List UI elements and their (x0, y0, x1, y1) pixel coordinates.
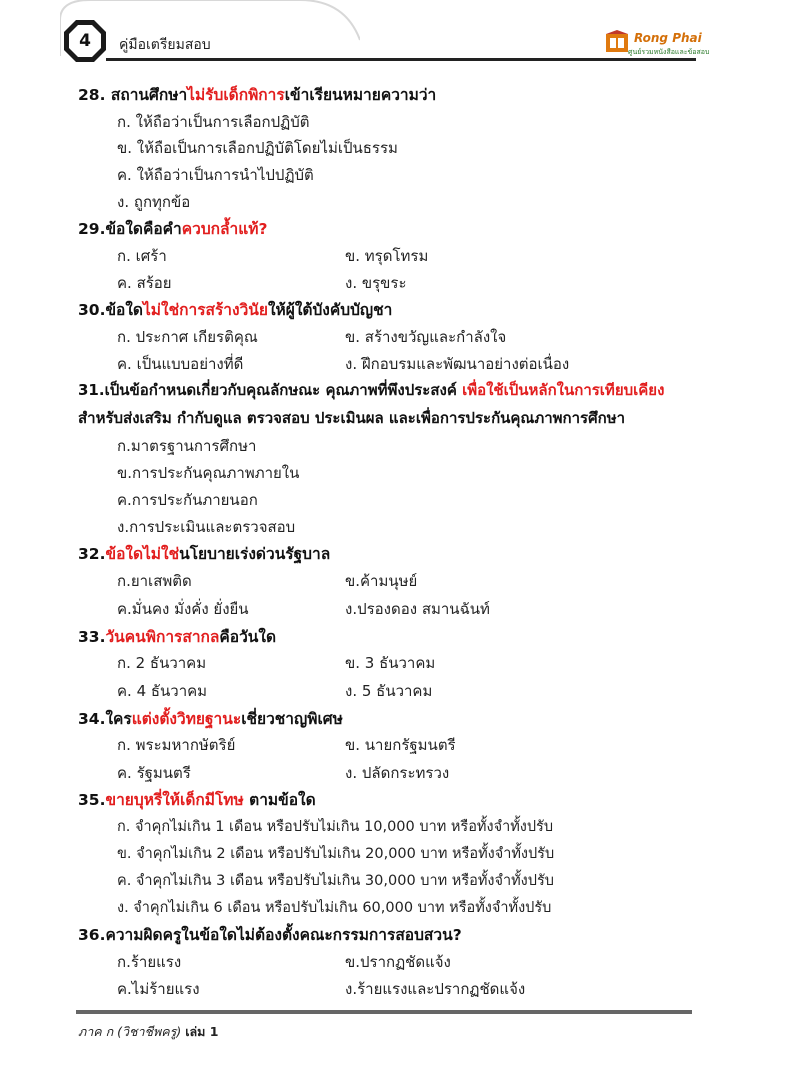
option: ง.ร้ายแรงและปรากฏชัดแจ้ง (345, 980, 526, 998)
option: ก.ร้ายแรง (117, 953, 182, 971)
question-33: 33.วันคนพิการสากลคือวันใด (78, 628, 277, 646)
option: ง. ขรุขระ (345, 274, 407, 292)
option: ข. สร้างขวัญและกำลังใจ (345, 328, 507, 346)
option: ก.มาตรฐานการศึกษา (117, 437, 257, 455)
option: ง. ถูกทุกข้อ (117, 193, 191, 211)
question-28: 28. สถานศึกษาไม่รับเด็กพิการเข้าเรียนหมายความว่า (78, 86, 437, 104)
option: ค. 4 ธันวาคม (117, 682, 208, 700)
option: ง. 5 ธันวาคม (345, 682, 433, 700)
logo-brand-text: Rong Phai (634, 31, 702, 45)
option: ก. ให้ถือว่าเป็นการเลือกปฏิบัติ (117, 113, 310, 131)
footer-text (78, 1022, 218, 1042)
question-34: 34.ใครแต่งตั้งวิทยฐานะเชี่ยวชาญพิเศษ (78, 710, 343, 728)
header-rule (106, 58, 696, 61)
option: ข.ค้ามนุษย์ (345, 572, 418, 590)
option: ค.มั่นคง มั่งคั่ง ยั่งยืน (117, 600, 249, 618)
option: ก.ยาเสพติด (117, 572, 192, 590)
logo-tagline: ศูนย์รวมหนังสือและข้อสอบ (628, 48, 710, 56)
option: ข. 3 ธันวาคม (345, 654, 436, 672)
footer-section: ภาค ก (78, 1024, 114, 1039)
footer-rule (76, 1010, 692, 1014)
option: ข. ทรุดโทรม (345, 247, 429, 265)
option: ง. ปลัดกระทรวง (345, 764, 450, 782)
option: ค. เป็นแบบอย่างที่ดี (117, 355, 244, 373)
option: ค. รัฐมนตรี (117, 764, 191, 782)
page-number: 4 (79, 31, 91, 51)
option: ก. 2 ธันวาคม (117, 654, 207, 672)
header-title: คู่มือเตรียมสอบ (119, 37, 211, 53)
question-36: 36.ความผิดครูในข้อใดไม่ต้องตั้งคณะกรรมการสอบสวน? (78, 926, 462, 944)
footer-subject: (วิชาชีพครู) (117, 1024, 182, 1039)
footer-volume: เล่ม 1 (185, 1024, 219, 1039)
option: ค.ไม่ร้ายแรง (117, 980, 200, 998)
option: ก. พระมหากษัตริย์ (117, 736, 236, 754)
option: ข. ให้ถือเป็นการเลือกปฏิบัติโดยไม่เป็นธรรม (117, 139, 398, 157)
option: ก. จำคุกไม่เกิน 1 เดือน หรือปรับไม่เกิน 10,000 บาท หรือทั้งจำทั้งปรับ (117, 819, 554, 835)
option: ง. จำคุกไม่เกิน 6 เดือน หรือปรับไม่เกิน 60,000 บาท หรือทั้งจำทั้งปรับ (117, 900, 552, 916)
question-30: 30.ข้อใดไม่ใช่การสร้างวินัยให้ผู้ใต้บังคับบัญชา (78, 301, 393, 319)
question-35: 35.ขายบุหรี่ให้เด็กมีโทษ ตามข้อใด (78, 791, 316, 809)
option: ค. ให้ถือว่าเป็นการนำไปปฏิบัติ (117, 166, 314, 184)
option: ก. เศร้า (117, 247, 167, 265)
option: ข. นายกรัฐมนตรี (345, 736, 456, 754)
option: ง.การประเมินและตรวจสอบ (117, 518, 296, 536)
option: ค.การประกันภายนอก (117, 491, 258, 509)
question-29: 29.ข้อใดคือคำควบกล้ำแท้? (78, 220, 268, 238)
option: ข.การประกันคุณภาพภายใน (117, 464, 300, 482)
option: ง. ฝึกอบรมและพัฒนาอย่างต่อเนื่อง (345, 355, 570, 373)
option: ข.ปรากฏชัดแจ้ง (345, 953, 451, 971)
option: ก. ประกาศ เกียรติคุณ (117, 328, 258, 346)
question-32: 32.ข้อใดไม่ใช่นโยบายเร่งด่วนรัฐบาล (78, 545, 331, 563)
question-31: 31.เป็นข้อกำหนดเกี่ยวกับคุณลักษณะ คุณภาพที่พึงประสงค์ เพื่อใช้เป็นหลักในการเทียบเคียง (78, 381, 665, 399)
option: ค. สร้อย (117, 274, 172, 292)
option: ง.ปรองดอง สมานฉันท์ (345, 600, 490, 618)
option: ค. จำคุกไม่เกิน 3 เดือน หรือปรับไม่เกิน 30,000 บาท หรือทั้งจำทั้งปรับ (117, 873, 554, 889)
option: ข. จำคุกไม่เกิน 2 เดือน หรือปรับไม่เกิน 20,000 บาท หรือทั้งจำทั้งปรับ (117, 846, 555, 862)
question-31-line-2: สำหรับส่งเสริม กำกับดูแล ตรวจสอบ ประเมินผล และเพื่อการประกันคุณภาพการศึกษา (78, 409, 626, 427)
